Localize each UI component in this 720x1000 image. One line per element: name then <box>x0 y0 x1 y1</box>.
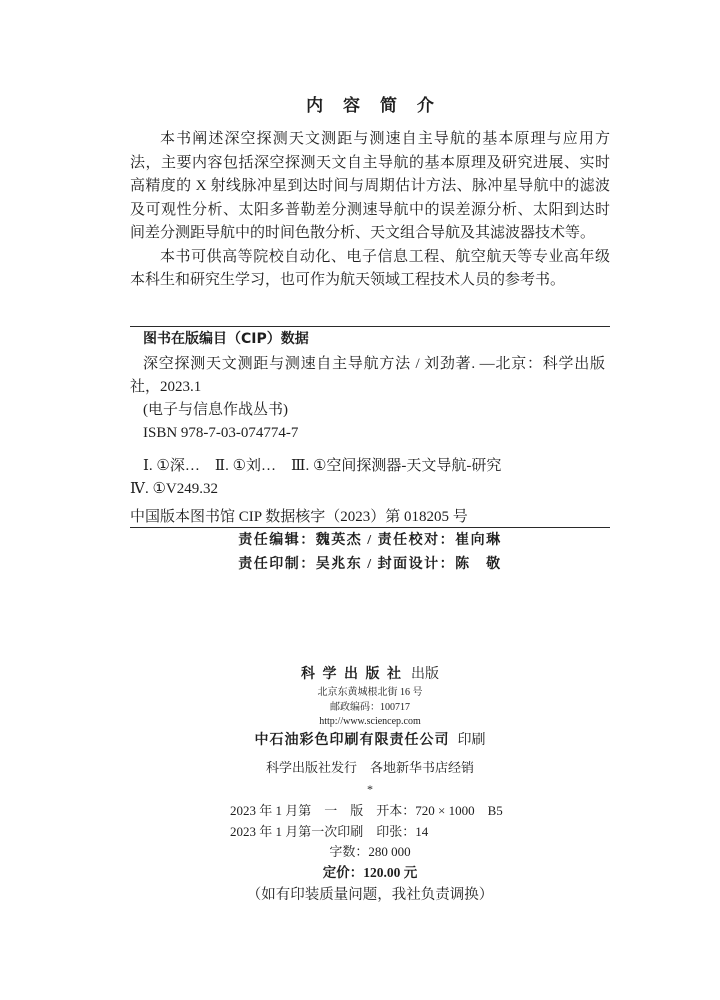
intro-paragraph-1-line: 法，主要内容包括深空探测天文自主导航的基本原理及研究进展、实时 <box>130 154 610 171</box>
printing-line: 2023 年 1 月第一次印刷 印张：14 <box>230 824 429 839</box>
intro-paragraph-1-line: 间差分测距导航中的时间色散分析、天文组合导航及其滤波器技术等。 <box>130 225 596 241</box>
cip-classification-line: Ⅳ. ①V249.32 <box>130 481 219 497</box>
publisher-logotype: 科 学 出 版 社 <box>301 667 403 682</box>
cip-title-line: 深空探测天文测距与测速自主导航方法 / 刘劲著. —北京：科学出版 <box>143 356 605 372</box>
intro-paragraph-2-line: 本书可供高等院校自动化、电子信息工程、航空航天等专业高年级 <box>160 248 610 265</box>
intro-heading: 内 容 简 介 <box>306 96 441 116</box>
cip-classification-line: Ⅰ. ①深… Ⅱ. ①刘… Ⅲ. ①空间探测器-天文导航-研究 <box>143 458 502 474</box>
intro-paragraph-2-line: 本科生和研究生学习，也可作为航天领域工程技术人员的参考书。 <box>130 272 566 288</box>
intro-paragraph-1-line: 本书阐述深空探测天文测距与测速自主导航的基本原理与应用方 <box>160 131 610 147</box>
printer-line <box>130 731 610 751</box>
intro-text <box>130 128 610 293</box>
quality-notice: （如有印装质量问题，我社负责调换） <box>246 887 494 903</box>
publisher-line <box>130 665 610 685</box>
staff-credits-line: 责任编辑：魏英杰 / 责任校对：崔向琳 <box>238 533 502 548</box>
edition-info <box>230 800 550 842</box>
edition-line: 2023 年 1 月第 一 版 开本：720 × 1000 B5 <box>230 803 503 818</box>
word-count: 字数：280 000 <box>329 844 411 859</box>
printer-action: 印刷 <box>457 733 486 748</box>
publisher-postcode: 邮政编码：100717 <box>330 701 410 713</box>
cip-top-rule <box>130 326 610 327</box>
printer-logotype: 中石油彩色印刷有限责任公司 <box>254 733 450 748</box>
cip-isbn: ISBN 978-7-03-074774-7 <box>143 425 299 441</box>
cip-entry <box>130 353 610 445</box>
staff-credits-line: 责任印制：吴兆东 / 封面设计：陈 敬 <box>238 557 502 572</box>
publisher-address: 北京东黄城根北街 16 号 <box>317 687 423 698</box>
cip-title-line: 社，2023.1 <box>130 379 202 395</box>
intro-paragraph-1-line: 及可观性分析、太阳多普勒差分测速导航中的误差源分析、太阳到达时 <box>130 201 610 218</box>
cip-record-number: 中国版本图书馆 CIP 数据核字（2023）第 018205 号 <box>130 509 468 525</box>
intro-paragraph-1-line: 高精度的 X 射线脉冲星到达时间与周期估计方法、脉冲星导航中的滤波 <box>130 178 610 194</box>
staff-credits <box>130 529 610 577</box>
cip-heading: 图书在版编目（CIP）数据 <box>143 331 309 347</box>
publisher-contact <box>130 686 610 730</box>
cip-bottom-rule <box>130 527 610 528</box>
separator-asterisk: * <box>367 782 373 796</box>
cip-series: (电子与信息作战丛书) <box>143 402 288 418</box>
publisher-action: 出版 <box>411 667 439 682</box>
distribution-line: 科学出版社发行 各地新华书店经销 <box>265 760 474 775</box>
publisher-website: http://www.sciencep.com <box>319 716 421 727</box>
price: 定价：120.00 元 <box>322 865 418 880</box>
cip-classification <box>130 455 610 501</box>
